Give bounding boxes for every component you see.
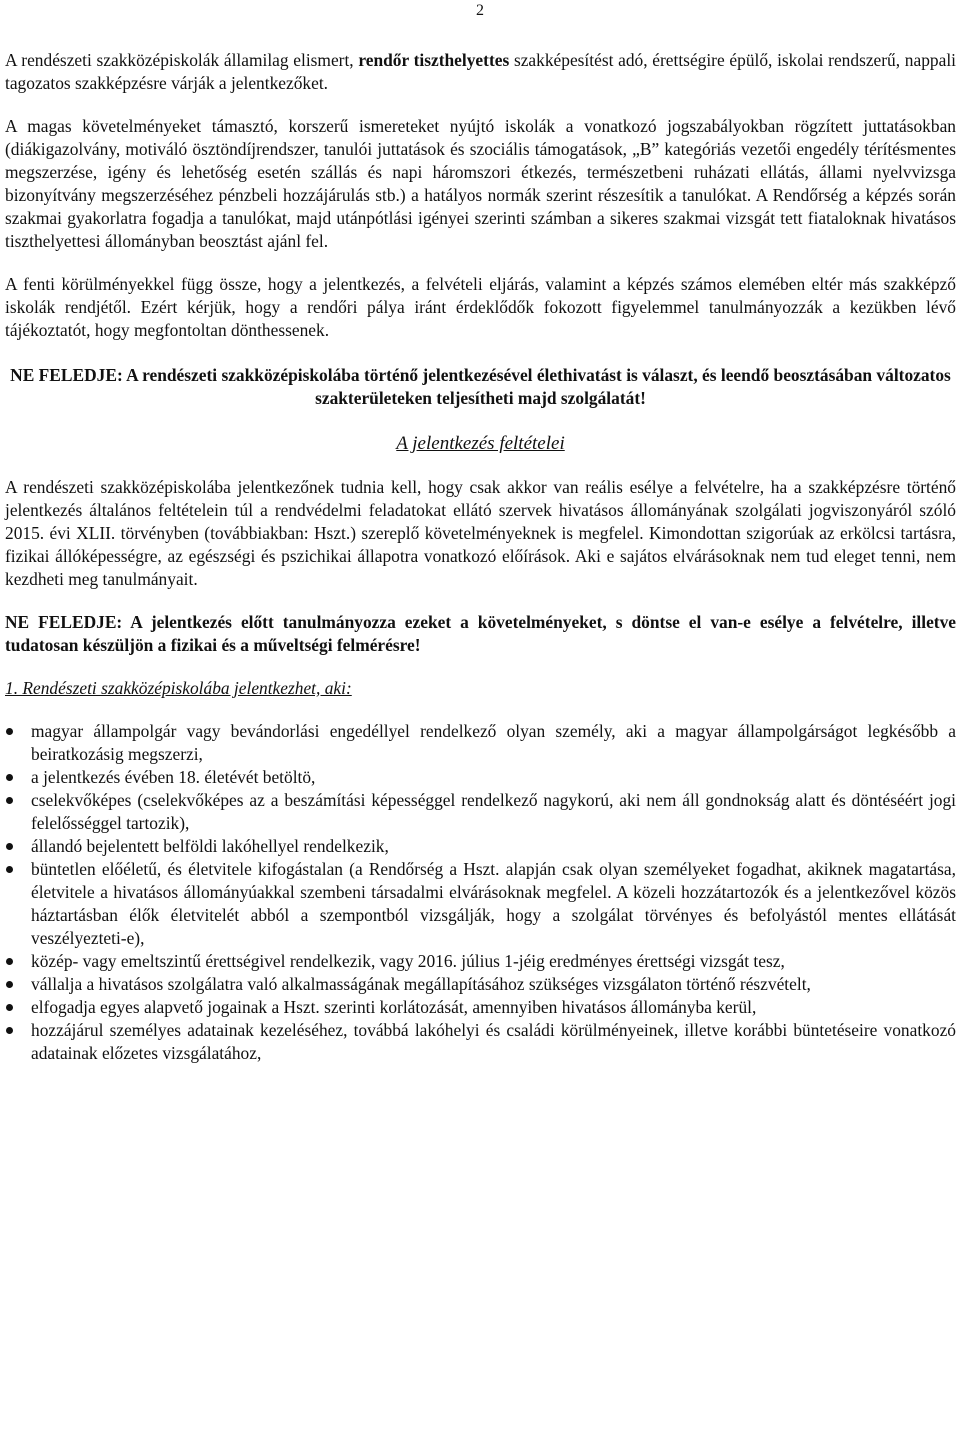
eligibility-heading: 1. Rendészeti szakközépiskolába jelentkezhet, aki: [5, 678, 352, 698]
list-item: közép- vagy emeltszintű érettségivel rendelkezik, vagy 2016. július 1-jéig eredményes érettségi vizsgát tesz, [5, 950, 956, 973]
bullet-icon [6, 1027, 13, 1034]
bullet-icon [6, 1004, 13, 1011]
list-item: vállalja a hivatásos szolgálatra való alkalmasságának megállapításához szükséges vizsgálaton történő részvételt, [5, 973, 956, 996]
list-item: állandó bejelentett belföldi lakóhellyel rendelkezik, [5, 835, 956, 858]
requirements-paragraph: A rendészeti szakközépiskolába jelentkezőnek tudnia kell, hogy csak akkor van reális esélye a felvételre, ha a szakképzésre történő jelentkezés általános feltételein túl a rendvédelmi feladatokat ellátó szervek hivatásos állományának szolgálati jogviszonyáról szóló 2015. évi XLII. törvényben (továbbiakban: Hszt.) szereplő követelményeknek is megfelel. Kimondottan szigorúak az erkölcsi tartásra, fizikai állóképességre, az egészségi és pszichikai állapotra vonatkozó előírások. Aki e sajátos elvárásoknak nem tud eleget tenni, nem kezdheti meg tanulmányait. [5, 477, 956, 589]
list-item: hozzájárul személyes adatainak kezeléséhez, továbbá lakóhelyi és családi körülményeinek, illetve korábbi büntetéseire vonatkozó adatainak előzetes vizsgálatához, [5, 1019, 956, 1065]
bullet-icon [6, 843, 13, 850]
intro-text: A rendészeti szakközépiskolák államilag elismert, [5, 50, 359, 70]
benefits-paragraph: A magas követelményeket támasztó, korszerű ismereteket nyújtó iskolák a vonatkozó jogszabályokban rögzített juttatásokban (diákigazolvány, motiváló ösztöndíjrendszer, tanulói juttatások és szociális támogatások, „B” kategóriás vezetői engedély térítésmentes megszerzése, igény és lehetőség esetén szállás és napi háromszori étkezés, természetbeni ruházati ellátás, állami nyelvvizsga bizonyítvány megszerzéséhez pénzbeli hozzájárulás stb.) a hatályos normák szerint részesítik a tanulókat. A Rendőrség a képzés során szakmai gyakorlatra fogadja a tanulókat, majd utánpótlási igényei szerinti számban a sikeres szakmai vizsgát tett fiataloknak hivatásos tiszthelyettesi állományban beosztást ajánl fel. [5, 116, 956, 251]
bullet-icon [6, 728, 13, 735]
intro-text-end: szakképesítést adó, érettségire épülő, iskolai rendszerű, nappali tagozatos szakképzésre várják a jelentkezőket. [5, 50, 956, 93]
bullet-icon [6, 774, 13, 781]
bullet-icon [6, 797, 13, 804]
page-number: 2 [476, 2, 484, 19]
eligibility-list [5, 720, 956, 1065]
notice-career: NE FELEDJE: A rendészeti szakközépiskolába történő jelentkezésével élethivatást is választ, és leendő beosztásában változatos szakterületeken teljesítheti majd szolgálatát! [10, 365, 951, 408]
section-title: A jelentkezés feltételei [396, 433, 565, 454]
list-item: elfogadja egyes alapvető jogainak a Hszt. szerinti korlátozását, amennyiben hivatásos állományba kerül, [5, 996, 956, 1019]
intro-bold-qualification: rendőr tiszthelyettes [358, 50, 510, 70]
circumstances-paragraph: A fenti körülményekkel függ össze, hogy a jelentkezés, a felvételi eljárás, valamint a képzés számos elemében eltér más szakképző iskolák rendjétől. Ezért kérjük, hogy a rendőri pálya iránt érdeklődők fokozott figyelemmel tanulmányozzák a kezükben lévő tájékoztatót, hogy megfontoltan dönthessenek. [5, 274, 956, 340]
list-item: magyar állampolgár vagy bevándorlási engedéllyel rendelkező olyan személy, aki a magyar állampolgárságot legkésőbb a beiratkozásig megszerzi, [5, 720, 956, 766]
bullet-icon [6, 958, 13, 965]
bullet-icon [6, 866, 13, 873]
document-body [5, 49, 956, 1065]
bullet-icon [6, 981, 13, 988]
list-item: a jelentkezés évében 18. életévét betöltö, [5, 766, 956, 789]
list-item: cselekvőképes (cselekvőképes az a beszámítási képességgel rendelkező nagykorú, aki nem áll gondnokság alatt és döntéséért jogi felelősséggel tartozik), [5, 789, 956, 835]
intro-paragraph [5, 49, 956, 95]
notice-preparation: NE FELEDJE: A jelentkezés előtt tanulmányozza ezeket a követelményeket, s döntse el van-e esélye a felvételre, illetve tudatosan készüljön a fizikai és a műveltségi felmérésre! [5, 612, 956, 655]
list-item: büntetlen előéletű, és életvitele kifogástalan (a Rendőrség a Hszt. alapján csak olyan személyeket fogadhat, akiknek magatartása, életvitele a hivatásos állományúakkal szembeni társadalmi elvárásoknak megfelel. A közeli hozzátartozók és a jelentkezővel közös háztartásban élők életvitelét abból a szempontból vizsgálják, hogy a szolgálat törvényes és befolyástól mentes ellátását veszélyezteti-e), [5, 858, 956, 950]
